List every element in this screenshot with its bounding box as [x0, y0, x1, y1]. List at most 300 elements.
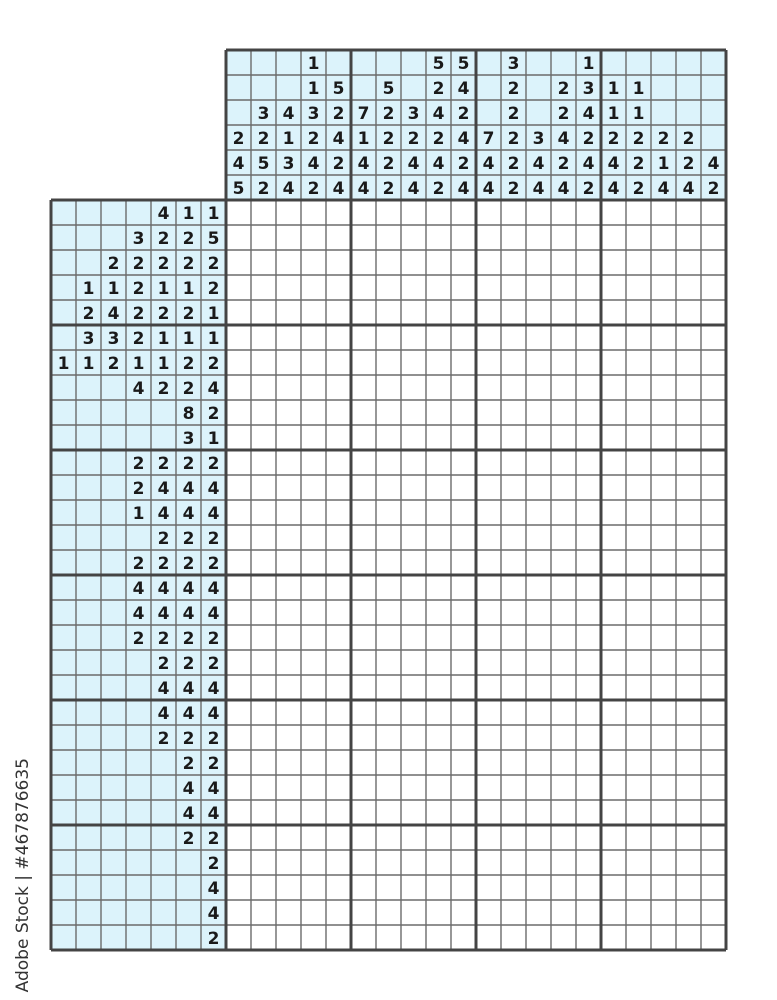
- grid-cell[interactable]: [251, 650, 276, 675]
- grid-cell[interactable]: [376, 300, 401, 325]
- grid-cell[interactable]: [551, 475, 576, 500]
- grid-cell[interactable]: [701, 275, 726, 300]
- grid-cell[interactable]: [551, 300, 576, 325]
- grid-cell[interactable]: [651, 825, 676, 850]
- grid-cell[interactable]: [651, 325, 676, 350]
- grid-cell[interactable]: [526, 300, 551, 325]
- grid-cell[interactable]: [401, 425, 426, 450]
- grid-cell[interactable]: [376, 800, 401, 825]
- grid-cell[interactable]: [676, 725, 701, 750]
- grid-cell[interactable]: [451, 800, 476, 825]
- grid-cell[interactable]: [376, 750, 401, 775]
- grid-cell[interactable]: [526, 675, 551, 700]
- grid-cell[interactable]: [276, 525, 301, 550]
- grid-cell[interactable]: [251, 600, 276, 625]
- grid-cell[interactable]: [376, 400, 401, 425]
- grid-cell[interactable]: [576, 300, 601, 325]
- grid-cell[interactable]: [276, 600, 301, 625]
- grid-cell[interactable]: [226, 850, 251, 875]
- grid-cell[interactable]: [501, 825, 526, 850]
- grid-cell[interactable]: [426, 250, 451, 275]
- grid-cell[interactable]: [401, 200, 426, 225]
- grid-cell[interactable]: [426, 575, 451, 600]
- grid-cell[interactable]: [426, 300, 451, 325]
- grid-cell[interactable]: [426, 350, 451, 375]
- grid-cell[interactable]: [626, 250, 651, 275]
- grid-cell[interactable]: [701, 600, 726, 625]
- grid-cell[interactable]: [651, 475, 676, 500]
- grid-cell[interactable]: [376, 550, 401, 575]
- grid-cell[interactable]: [701, 700, 726, 725]
- grid-cell[interactable]: [351, 600, 376, 625]
- grid-cell[interactable]: [576, 250, 601, 275]
- grid-cell[interactable]: [376, 875, 401, 900]
- grid-cell[interactable]: [276, 850, 301, 875]
- grid-cell[interactable]: [326, 675, 351, 700]
- grid-cell[interactable]: [476, 375, 501, 400]
- grid-cell[interactable]: [376, 775, 401, 800]
- grid-cell[interactable]: [301, 250, 326, 275]
- grid-cell[interactable]: [526, 450, 551, 475]
- grid-cell[interactable]: [426, 800, 451, 825]
- grid-cell[interactable]: [551, 200, 576, 225]
- grid-cell[interactable]: [226, 200, 251, 225]
- grid-cell[interactable]: [351, 800, 376, 825]
- grid-cell[interactable]: [451, 450, 476, 475]
- grid-cell[interactable]: [551, 500, 576, 525]
- grid-cell[interactable]: [551, 450, 576, 475]
- grid-cell[interactable]: [251, 575, 276, 600]
- grid-cell[interactable]: [626, 850, 651, 875]
- grid-cell[interactable]: [626, 800, 651, 825]
- grid-cell[interactable]: [451, 675, 476, 700]
- grid-cell[interactable]: [426, 450, 451, 475]
- grid-cell[interactable]: [601, 325, 626, 350]
- grid-cell[interactable]: [701, 425, 726, 450]
- grid-cell[interactable]: [576, 500, 601, 525]
- grid-cell[interactable]: [426, 275, 451, 300]
- grid-cell[interactable]: [501, 675, 526, 700]
- grid-cell[interactable]: [676, 375, 701, 400]
- grid-cell[interactable]: [226, 750, 251, 775]
- grid-cell[interactable]: [376, 850, 401, 875]
- grid-cell[interactable]: [351, 200, 376, 225]
- grid-cell[interactable]: [626, 275, 651, 300]
- grid-cell[interactable]: [526, 350, 551, 375]
- grid-cell[interactable]: [676, 625, 701, 650]
- grid-cell[interactable]: [326, 525, 351, 550]
- grid-cell[interactable]: [376, 675, 401, 700]
- grid-cell[interactable]: [676, 775, 701, 800]
- grid-cell[interactable]: [326, 500, 351, 525]
- grid-cell[interactable]: [326, 400, 351, 425]
- grid-cell[interactable]: [651, 500, 676, 525]
- grid-cell[interactable]: [326, 200, 351, 225]
- grid-cell[interactable]: [551, 850, 576, 875]
- grid-cell[interactable]: [426, 675, 451, 700]
- grid-cell[interactable]: [476, 825, 501, 850]
- grid-cell[interactable]: [676, 825, 701, 850]
- grid-cell[interactable]: [526, 575, 551, 600]
- grid-cell[interactable]: [401, 800, 426, 825]
- grid-cell[interactable]: [551, 550, 576, 575]
- grid-cell[interactable]: [301, 925, 326, 950]
- grid-cell[interactable]: [576, 900, 601, 925]
- grid-cell[interactable]: [501, 725, 526, 750]
- grid-cell[interactable]: [501, 775, 526, 800]
- grid-cell[interactable]: [326, 425, 351, 450]
- grid-cell[interactable]: [301, 825, 326, 850]
- grid-cell[interactable]: [526, 225, 551, 250]
- grid-cell[interactable]: [576, 450, 601, 475]
- grid-cell[interactable]: [601, 425, 626, 450]
- grid-cell[interactable]: [351, 725, 376, 750]
- grid-cell[interactable]: [551, 600, 576, 625]
- grid-cell[interactable]: [251, 525, 276, 550]
- grid-cell[interactable]: [401, 875, 426, 900]
- grid-cell[interactable]: [526, 275, 551, 300]
- grid-cell[interactable]: [626, 575, 651, 600]
- grid-cell[interactable]: [376, 375, 401, 400]
- grid-cell[interactable]: [501, 500, 526, 525]
- grid-cell[interactable]: [326, 725, 351, 750]
- grid-cell[interactable]: [501, 400, 526, 425]
- grid-cell[interactable]: [601, 375, 626, 400]
- grid-cell[interactable]: [451, 750, 476, 775]
- grid-cell[interactable]: [601, 875, 626, 900]
- grid-cell[interactable]: [276, 350, 301, 375]
- grid-cell[interactable]: [301, 900, 326, 925]
- grid-cell[interactable]: [526, 875, 551, 900]
- grid-cell[interactable]: [376, 925, 401, 950]
- grid-cell[interactable]: [651, 775, 676, 800]
- grid-cell[interactable]: [651, 850, 676, 875]
- grid-cell[interactable]: [451, 875, 476, 900]
- grid-cell[interactable]: [451, 900, 476, 925]
- grid-cell[interactable]: [451, 550, 476, 575]
- grid-cell[interactable]: [501, 600, 526, 625]
- grid-cell[interactable]: [501, 875, 526, 900]
- grid-cell[interactable]: [376, 900, 401, 925]
- grid-cell[interactable]: [501, 375, 526, 400]
- grid-cell[interactable]: [476, 275, 501, 300]
- grid-cell[interactable]: [676, 500, 701, 525]
- grid-cell[interactable]: [326, 375, 351, 400]
- grid-cell[interactable]: [576, 700, 601, 725]
- grid-cell[interactable]: [501, 700, 526, 725]
- grid-cell[interactable]: [426, 850, 451, 875]
- grid-cell[interactable]: [401, 250, 426, 275]
- grid-cell[interactable]: [476, 750, 501, 775]
- grid-cell[interactable]: [701, 475, 726, 500]
- grid-cell[interactable]: [551, 225, 576, 250]
- grid-cell[interactable]: [451, 425, 476, 450]
- grid-cell[interactable]: [576, 475, 601, 500]
- grid-cell[interactable]: [276, 375, 301, 400]
- grid-cell[interactable]: [351, 325, 376, 350]
- grid-cell[interactable]: [651, 275, 676, 300]
- grid-cell[interactable]: [576, 275, 601, 300]
- grid-cell[interactable]: [601, 725, 626, 750]
- grid-cell[interactable]: [401, 550, 426, 575]
- grid-cell[interactable]: [651, 300, 676, 325]
- grid-cell[interactable]: [701, 200, 726, 225]
- grid-cell[interactable]: [426, 325, 451, 350]
- grid-cell[interactable]: [426, 375, 451, 400]
- grid-cell[interactable]: [576, 400, 601, 425]
- grid-cell[interactable]: [576, 750, 601, 775]
- grid-cell[interactable]: [326, 350, 351, 375]
- grid-cell[interactable]: [526, 400, 551, 425]
- grid-cell[interactable]: [526, 425, 551, 450]
- grid-cell[interactable]: [651, 650, 676, 675]
- grid-cell[interactable]: [451, 325, 476, 350]
- grid-cell[interactable]: [551, 750, 576, 775]
- grid-cell[interactable]: [651, 750, 676, 775]
- grid-cell[interactable]: [576, 525, 601, 550]
- grid-cell[interactable]: [276, 400, 301, 425]
- grid-cell[interactable]: [401, 325, 426, 350]
- grid-cell[interactable]: [326, 850, 351, 875]
- grid-cell[interactable]: [626, 350, 651, 375]
- grid-cell[interactable]: [476, 550, 501, 575]
- grid-cell[interactable]: [651, 450, 676, 475]
- grid-cell[interactable]: [376, 350, 401, 375]
- grid-cell[interactable]: [351, 400, 376, 425]
- grid-cell[interactable]: [576, 350, 601, 375]
- grid-cell[interactable]: [476, 475, 501, 500]
- grid-cell[interactable]: [476, 300, 501, 325]
- grid-cell[interactable]: [626, 600, 651, 625]
- grid-cell[interactable]: [576, 325, 601, 350]
- grid-cell[interactable]: [451, 275, 476, 300]
- grid-cell[interactable]: [476, 625, 501, 650]
- grid-cell[interactable]: [376, 325, 401, 350]
- grid-cell[interactable]: [451, 500, 476, 525]
- grid-cell[interactable]: [551, 575, 576, 600]
- grid-cell[interactable]: [351, 875, 376, 900]
- grid-cell[interactable]: [676, 800, 701, 825]
- grid-cell[interactable]: [576, 775, 601, 800]
- grid-cell[interactable]: [501, 525, 526, 550]
- grid-cell[interactable]: [651, 925, 676, 950]
- grid-cell[interactable]: [401, 700, 426, 725]
- grid-cell[interactable]: [601, 650, 626, 675]
- grid-cell[interactable]: [401, 450, 426, 475]
- grid-cell[interactable]: [551, 325, 576, 350]
- grid-cell[interactable]: [576, 850, 601, 875]
- grid-cell[interactable]: [251, 375, 276, 400]
- grid-cell[interactable]: [676, 700, 701, 725]
- grid-cell[interactable]: [676, 650, 701, 675]
- grid-cell[interactable]: [601, 525, 626, 550]
- grid-cell[interactable]: [401, 225, 426, 250]
- grid-cell[interactable]: [251, 725, 276, 750]
- grid-cell[interactable]: [401, 525, 426, 550]
- grid-cell[interactable]: [676, 250, 701, 275]
- grid-cell[interactable]: [351, 375, 376, 400]
- grid-cell[interactable]: [326, 775, 351, 800]
- grid-cell[interactable]: [376, 825, 401, 850]
- grid-cell[interactable]: [526, 550, 551, 575]
- grid-cell[interactable]: [301, 750, 326, 775]
- grid-cell[interactable]: [526, 925, 551, 950]
- grid-cell[interactable]: [276, 550, 301, 575]
- grid-cell[interactable]: [326, 625, 351, 650]
- grid-cell[interactable]: [226, 625, 251, 650]
- grid-cell[interactable]: [601, 350, 626, 375]
- grid-cell[interactable]: [626, 425, 651, 450]
- grid-cell[interactable]: [476, 200, 501, 225]
- grid-cell[interactable]: [301, 350, 326, 375]
- grid-cell[interactable]: [301, 600, 326, 625]
- grid-cell[interactable]: [676, 425, 701, 450]
- grid-cell[interactable]: [251, 475, 276, 500]
- grid-cell[interactable]: [376, 600, 401, 625]
- grid-cell[interactable]: [426, 200, 451, 225]
- grid-cell[interactable]: [551, 675, 576, 700]
- grid-cell[interactable]: [676, 875, 701, 900]
- grid-cell[interactable]: [626, 200, 651, 225]
- grid-cell[interactable]: [301, 450, 326, 475]
- grid-cell[interactable]: [476, 600, 501, 625]
- grid-cell[interactable]: [326, 900, 351, 925]
- grid-cell[interactable]: [376, 250, 401, 275]
- grid-cell[interactable]: [376, 450, 401, 475]
- grid-cell[interactable]: [276, 325, 301, 350]
- grid-cell[interactable]: [576, 875, 601, 900]
- grid-cell[interactable]: [651, 675, 676, 700]
- grid-cell[interactable]: [526, 775, 551, 800]
- grid-cell[interactable]: [526, 500, 551, 525]
- grid-cell[interactable]: [376, 650, 401, 675]
- grid-cell[interactable]: [326, 275, 351, 300]
- grid-cell[interactable]: [476, 575, 501, 600]
- grid-cell[interactable]: [526, 750, 551, 775]
- grid-cell[interactable]: [701, 225, 726, 250]
- grid-cell[interactable]: [426, 500, 451, 525]
- grid-cell[interactable]: [226, 275, 251, 300]
- grid-cell[interactable]: [626, 225, 651, 250]
- grid-cell[interactable]: [626, 900, 651, 925]
- grid-cell[interactable]: [251, 250, 276, 275]
- grid-cell[interactable]: [251, 700, 276, 725]
- grid-cell[interactable]: [476, 800, 501, 825]
- grid-cell[interactable]: [276, 300, 301, 325]
- grid-cell[interactable]: [451, 700, 476, 725]
- grid-cell[interactable]: [426, 225, 451, 250]
- grid-cell[interactable]: [251, 900, 276, 925]
- grid-cell[interactable]: [701, 925, 726, 950]
- grid-cell[interactable]: [251, 850, 276, 875]
- grid-cell[interactable]: [301, 500, 326, 525]
- grid-cell[interactable]: [501, 575, 526, 600]
- grid-cell[interactable]: [326, 250, 351, 275]
- grid-cell[interactable]: [626, 700, 651, 725]
- grid-cell[interactable]: [651, 900, 676, 925]
- grid-cell[interactable]: [276, 625, 301, 650]
- grid-cell[interactable]: [651, 600, 676, 625]
- grid-cell[interactable]: [576, 675, 601, 700]
- grid-cell[interactable]: [651, 375, 676, 400]
- grid-cell[interactable]: [351, 250, 376, 275]
- grid-cell[interactable]: [601, 400, 626, 425]
- grid-cell[interactable]: [276, 700, 301, 725]
- grid-cell[interactable]: [451, 375, 476, 400]
- grid-cell[interactable]: [326, 225, 351, 250]
- grid-cell[interactable]: [301, 425, 326, 450]
- grid-cell[interactable]: [426, 475, 451, 500]
- grid-cell[interactable]: [526, 525, 551, 550]
- grid-cell[interactable]: [351, 775, 376, 800]
- grid-cell[interactable]: [301, 200, 326, 225]
- grid-cell[interactable]: [651, 875, 676, 900]
- grid-cell[interactable]: [626, 400, 651, 425]
- grid-cell[interactable]: [226, 225, 251, 250]
- grid-cell[interactable]: [551, 350, 576, 375]
- grid-cell[interactable]: [626, 925, 651, 950]
- grid-cell[interactable]: [301, 575, 326, 600]
- grid-cell[interactable]: [401, 300, 426, 325]
- grid-cell[interactable]: [501, 650, 526, 675]
- grid-cell[interactable]: [551, 525, 576, 550]
- grid-cell[interactable]: [526, 600, 551, 625]
- grid-cell[interactable]: [626, 525, 651, 550]
- grid-cell[interactable]: [226, 775, 251, 800]
- grid-cell[interactable]: [301, 850, 326, 875]
- grid-cell[interactable]: [451, 200, 476, 225]
- grid-cell[interactable]: [251, 625, 276, 650]
- grid-cell[interactable]: [676, 325, 701, 350]
- grid-cell[interactable]: [476, 675, 501, 700]
- grid-cell[interactable]: [376, 275, 401, 300]
- grid-cell[interactable]: [476, 250, 501, 275]
- grid-cell[interactable]: [251, 325, 276, 350]
- grid-cell[interactable]: [501, 200, 526, 225]
- grid-cell[interactable]: [651, 725, 676, 750]
- grid-cell[interactable]: [451, 400, 476, 425]
- grid-cell[interactable]: [226, 325, 251, 350]
- grid-cell[interactable]: [626, 475, 651, 500]
- grid-cell[interactable]: [626, 725, 651, 750]
- grid-cell[interactable]: [576, 575, 601, 600]
- grid-cell[interactable]: [526, 375, 551, 400]
- grid-cell[interactable]: [551, 825, 576, 850]
- grid-cell[interactable]: [451, 650, 476, 675]
- grid-cell[interactable]: [701, 350, 726, 375]
- grid-cell[interactable]: [551, 250, 576, 275]
- grid-cell[interactable]: [326, 475, 351, 500]
- grid-cell[interactable]: [251, 225, 276, 250]
- grid-cell[interactable]: [676, 675, 701, 700]
- grid-cell[interactable]: [276, 675, 301, 700]
- grid-cell[interactable]: [401, 825, 426, 850]
- grid-cell[interactable]: [301, 475, 326, 500]
- grid-cell[interactable]: [701, 725, 726, 750]
- grid-cell[interactable]: [426, 875, 451, 900]
- grid-cell[interactable]: [226, 650, 251, 675]
- grid-cell[interactable]: [526, 325, 551, 350]
- grid-cell[interactable]: [601, 750, 626, 775]
- grid-cell[interactable]: [476, 400, 501, 425]
- grid-cell[interactable]: [701, 800, 726, 825]
- grid-cell[interactable]: [651, 625, 676, 650]
- grid-cell[interactable]: [226, 925, 251, 950]
- grid-cell[interactable]: [476, 525, 501, 550]
- grid-cell[interactable]: [226, 350, 251, 375]
- grid-cell[interactable]: [426, 600, 451, 625]
- grid-cell[interactable]: [351, 525, 376, 550]
